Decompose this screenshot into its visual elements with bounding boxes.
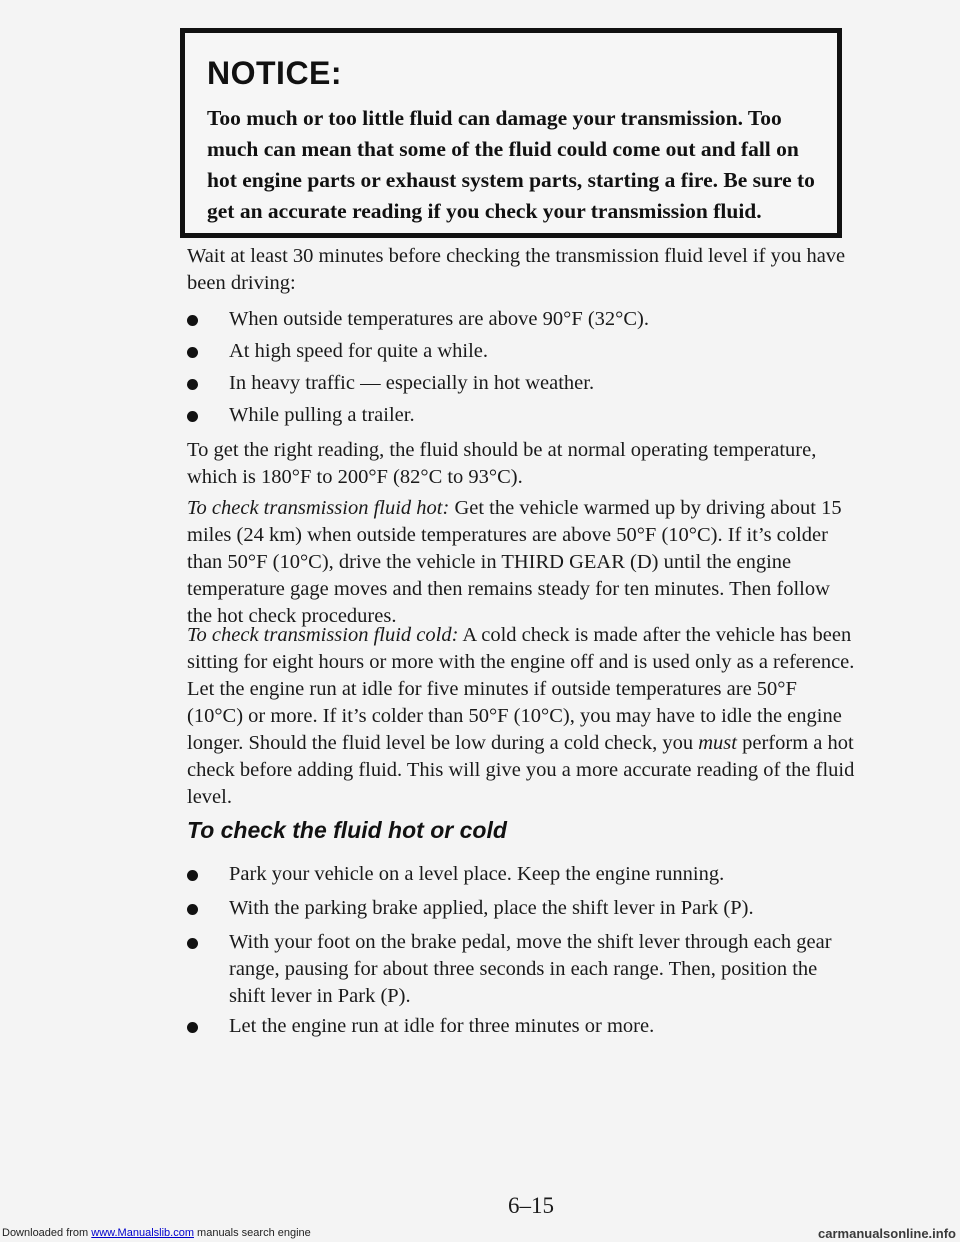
download-suffix: manuals search engine: [193, 1227, 311, 1239]
bullet-icon: [187, 904, 198, 915]
right-reading-paragraph: To get the right reading, the fluid should be at normal operating temperature, which is 180°F to 200°F (82°C to 93°C).: [187, 439, 817, 488]
hot-check-text: Get the vehicle warmed up by driving about 15 miles (24 km) when outside temperatures are above 50°F (10°C). If it’s colder than 50°F (10°C), drive the vehicle in THIRD GEAR (D) until the engine temperature gage moves and then remains steady for ten minutes. Then follow the hot check procedures.: [187, 497, 842, 627]
bullet-icon: [187, 870, 198, 881]
cold-check-text-2: perform a hot check before adding fluid. This will give you a more accurate reading of the fluid level.: [187, 732, 855, 808]
step-text: Park your vehicle on a level place. Keep the engine running.: [229, 863, 725, 885]
bullet-icon: [187, 938, 198, 949]
condition-text: In heavy traffic — especially in hot weather.: [229, 372, 595, 394]
page-number: 6–15: [508, 1193, 554, 1218]
bullet-icon: [187, 411, 198, 422]
cold-check-emphasis: must: [698, 732, 737, 754]
cold-check-label: To check transmission fluid cold:: [187, 624, 459, 646]
notice-box: [180, 28, 842, 238]
condition-text: While pulling a trailer.: [229, 404, 415, 426]
condition-text: When outside temperatures are above 90°F (32°C).: [229, 308, 649, 330]
bullet-icon: [187, 347, 198, 358]
bullet-icon: [187, 315, 198, 326]
hot-check-label: To check transmission fluid hot:: [187, 497, 450, 519]
notice-text: Too much or too little fluid can damage your transmission. Too much can mean that some of the fluid could come out and fall on hot engine parts or exhaust system parts, starting a fire. Be sure to get an accurate reading if you check your transmission fluid.: [207, 106, 815, 223]
hot-check-paragraph: [187, 495, 857, 630]
bullet-icon: [187, 1022, 198, 1033]
condition-text: At high speed for quite a while.: [229, 340, 489, 362]
watermark: carmanualsonline.info: [818, 1226, 956, 1241]
step-text: With your foot on the brake pedal, move the shift lever through each gear range, pausing for about three seconds in each range. Then, position the shift lever in Park (P).: [229, 931, 832, 1007]
step-text: Let the engine run at idle for three minutes or more.: [229, 1015, 655, 1037]
bullet-icon: [187, 379, 198, 390]
cold-check-paragraph: [187, 622, 857, 811]
footer-bar: [0, 1224, 960, 1242]
cold-check-text-1: A cold check is made after the vehicle has been sitting for eight hours or more with the engine off and is used only as a reference. Let the engine run at idle for five minutes if outside temperatures are 50°F (10°C) or more. If it’s colder than 50°F (10°C), you may have to idle the engine longer. Should the fluid level be low during a cold check, you: [187, 624, 855, 754]
manualslib-link[interactable]: www.Manualslib.com: [91, 1227, 194, 1239]
download-note: [2, 1227, 311, 1239]
step-text: With the parking brake applied, place the shift lever in Park (P).: [229, 897, 754, 919]
notice-title: NOTICE:: [207, 55, 343, 91]
intro-paragraph: Wait at least 30 minutes before checking the transmission fluid level if you have been driving:: [187, 245, 846, 294]
download-prefix: Downloaded from: [2, 1227, 92, 1239]
section-heading: To check the fluid hot or cold: [187, 817, 507, 843]
